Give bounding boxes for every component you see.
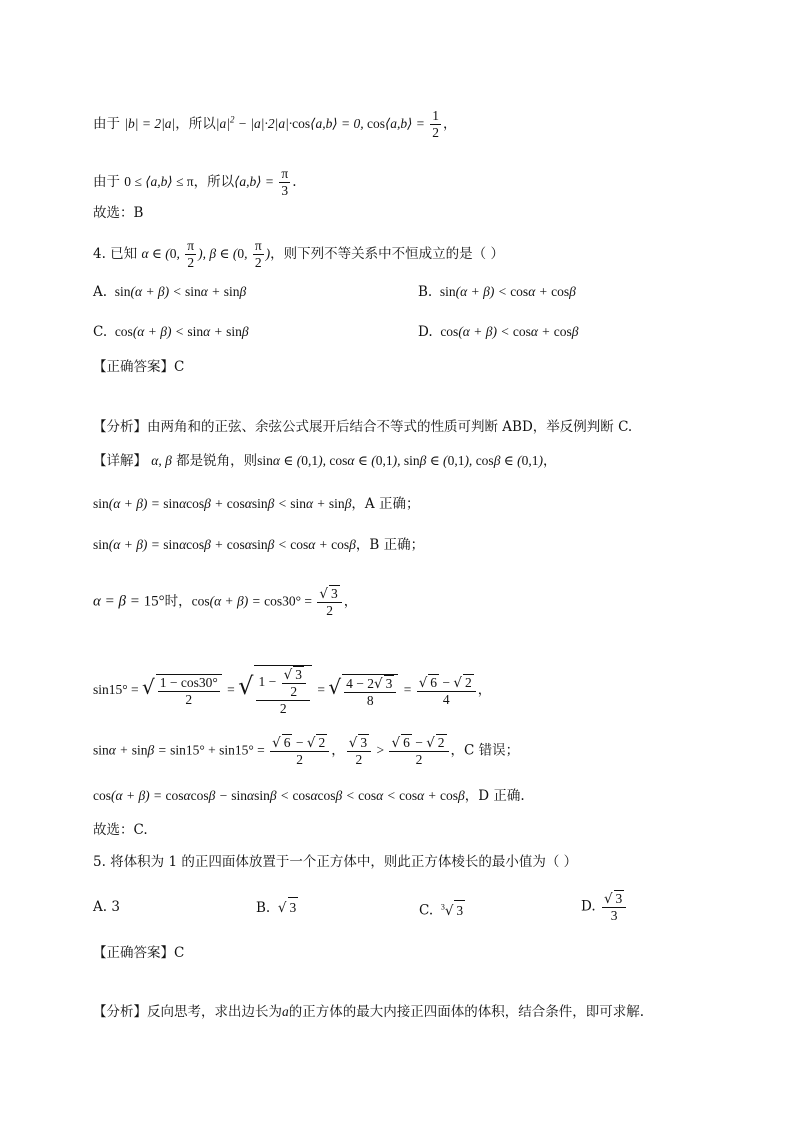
q5-analysis xyxy=(93,1002,644,1022)
text: ，A 正确； xyxy=(351,496,420,512)
step-sin15: sin15° = √ $\frac{1 - \cos 30^\circ}{2}$ = √ 1 − $\frac{√ 3}{2}$ 2 = √ $\frac{4 - 2√ 3}{8}$ = $\frac{√ 6 - √ 2}{4}$ ， xyxy=(93,667,492,716)
fraction: $\frac{\pi}{3}$ xyxy=(281,166,289,198)
q4-option-c xyxy=(93,322,249,342)
label: C. xyxy=(419,902,434,919)
step-counterexample: α = β = 15°时，cos(α + β) = cos30° = $\frac{√ 3}{2}$ ， xyxy=(93,586,358,618)
label: 【详解】 xyxy=(93,453,147,469)
formula: √ 3 xyxy=(275,900,299,915)
formula: α = β = 15° xyxy=(93,593,165,610)
formula: sin(α + β) = sinαcosβ + cosαsinβ < cosα + cosβ xyxy=(93,537,356,552)
label: A. xyxy=(93,284,108,300)
fraction: $\frac{√ 3}{2}$ xyxy=(347,734,371,768)
label: D. xyxy=(418,324,433,340)
q5-option-b xyxy=(256,897,298,918)
fraction: $\frac{1}{2}$ xyxy=(432,108,439,140)
q4-option-b xyxy=(418,282,576,302)
line-angle-range: 由于 0 ≤ ⟨a,b⟩ ≤ π，所以⟨a,b⟩ = $\frac{\pi}{3}$ . xyxy=(93,166,297,198)
text: 时， xyxy=(164,593,192,610)
step-cos xyxy=(93,786,525,806)
q5-stem: 5. 将体积为 1 的正四面体放置于一个正方体中，则此正方体棱长的最小值为（ ） xyxy=(93,854,578,870)
formula: sinα + sinβ = sin15° + sin15° = xyxy=(93,742,265,758)
q5-answer: 【正确答案】C xyxy=(93,945,185,961)
fraction: $\frac{\pi}{2}$ xyxy=(254,238,262,270)
text: ， xyxy=(442,116,457,132)
fraction: $\frac{√ 6 - √ 2}{2}$ xyxy=(270,734,329,768)
formula: $^3$√ 3 xyxy=(437,903,465,918)
fraction: $\frac{√ 3}{2}$ xyxy=(317,585,341,619)
text: 都是锐角，则 xyxy=(176,453,258,469)
line-vector-relation xyxy=(93,108,456,141)
formula: cos(α + β) < sinα + sinβ xyxy=(114,324,249,339)
label: D. xyxy=(581,898,596,915)
formula: ⟨a,b⟩ = xyxy=(234,174,278,189)
fraction: $\frac{√ 3}{3}$ xyxy=(602,890,626,924)
label: C. xyxy=(93,324,108,340)
choose-b: 故选：B xyxy=(93,205,144,221)
q4-option-a xyxy=(93,282,246,302)
text: ，B 正确； xyxy=(355,537,425,553)
label: B. xyxy=(256,900,271,916)
text: 【分析】反向思考，求出边长为 xyxy=(93,1004,282,1020)
formula: cos(α + β) < cosα + cosβ xyxy=(440,324,579,339)
formula: 0 ≤ ⟨a,b⟩ ≤ π xyxy=(124,174,194,189)
q4-analysis: 【分析】由两角和的正弦、余弦公式展开后结合不等式的性质可判断 ABD，举反例判断 C. xyxy=(93,419,633,435)
choose-c: 故选：C. xyxy=(93,822,148,838)
text: 的正方体的最大内接正四面体的体积，结合条件，即可求解. xyxy=(288,1004,645,1020)
text: ，所以 xyxy=(193,174,235,190)
text: ，C 错误； xyxy=(450,742,520,759)
formula: sinα ∈ (0,1), cosα ∈ (0,1), sinβ ∈ (0,1), cosβ ∈ (0,1) xyxy=(257,453,544,468)
formula: sin(α + β) < sinα + sinβ xyxy=(114,284,247,299)
formula: sin(α + β) < cosα + cosβ xyxy=(439,284,576,299)
formula: α, β xyxy=(151,453,172,468)
formula: cos(α + β) = cos30° = xyxy=(191,593,313,609)
q5-option-c xyxy=(419,897,465,921)
formula: cos(α + β) = cosαcosβ − sinαsinβ < cosαcosβ < cosα < cosα + cosβ xyxy=(93,788,465,803)
q5-option-d xyxy=(581,890,628,924)
fraction: $\frac{\pi}{2}$ xyxy=(187,238,195,270)
text: ，所以 xyxy=(175,116,216,132)
step-sin-b xyxy=(93,535,424,555)
formula: sin15° = √ $\frac{1 - \cos 30^\circ}{2}$ = √ 1 − $\frac{√ 3}{2}$ 2 = √ $\frac{4 - 2√ 3}{8}$ = $\frac{√ 6 - √ 2}{4}$ xyxy=(93,682,478,697)
text: 由于 xyxy=(93,174,120,190)
step-sum: sinα + sinβ = sin15° + sin15° = $\frac{√ 6 - √ 2}{2}$ ， $\frac{√ 3}{2}$ > $\frac{√ 6 - √ 2}{2}$ ，C 错误； xyxy=(93,735,520,767)
text: 由于 xyxy=(93,116,120,132)
fraction: $\frac{√ 6 - √ 2}{2}$ xyxy=(389,734,448,768)
formula: a xyxy=(282,1004,289,1019)
q4-detail: 【详解】 α, β 都是锐角，则sinα ∈ (0,1), cosα ∈ (0,1), sinβ ∈ (0,1), cosβ ∈ (0,1)， xyxy=(93,453,557,469)
text: 4. 已知 xyxy=(93,246,138,262)
formula: $|a|^2$ − |a|·2|a|·cos⟨a,b⟩ = 0, cos⟨a,b⟩ = xyxy=(215,114,429,131)
q5-option-a: A. 3 xyxy=(93,899,120,915)
formula: sin(α + β) = sinαcosβ + cosαsinβ < sinα + sinβ xyxy=(93,496,352,511)
q4-option-d xyxy=(418,322,579,342)
text: ，D 正确. xyxy=(464,788,525,804)
q4-stem: 4. 已知 α ∈ (0, $\frac{\pi}{2}$ ), β ∈ (0, $\frac{\pi}{2}$ )，则下列不等关系中不恒成立的是（ ） xyxy=(93,238,504,270)
step-sin-a xyxy=(93,494,419,514)
q4-answer: 【正确答案】C xyxy=(93,359,185,375)
formula: |b| = 2|a| xyxy=(124,116,176,131)
text: ，则下列不等关系中不恒成立的是（ ） xyxy=(270,246,504,262)
formula: α ∈ (0, xyxy=(141,246,184,261)
label: B. xyxy=(418,284,433,300)
